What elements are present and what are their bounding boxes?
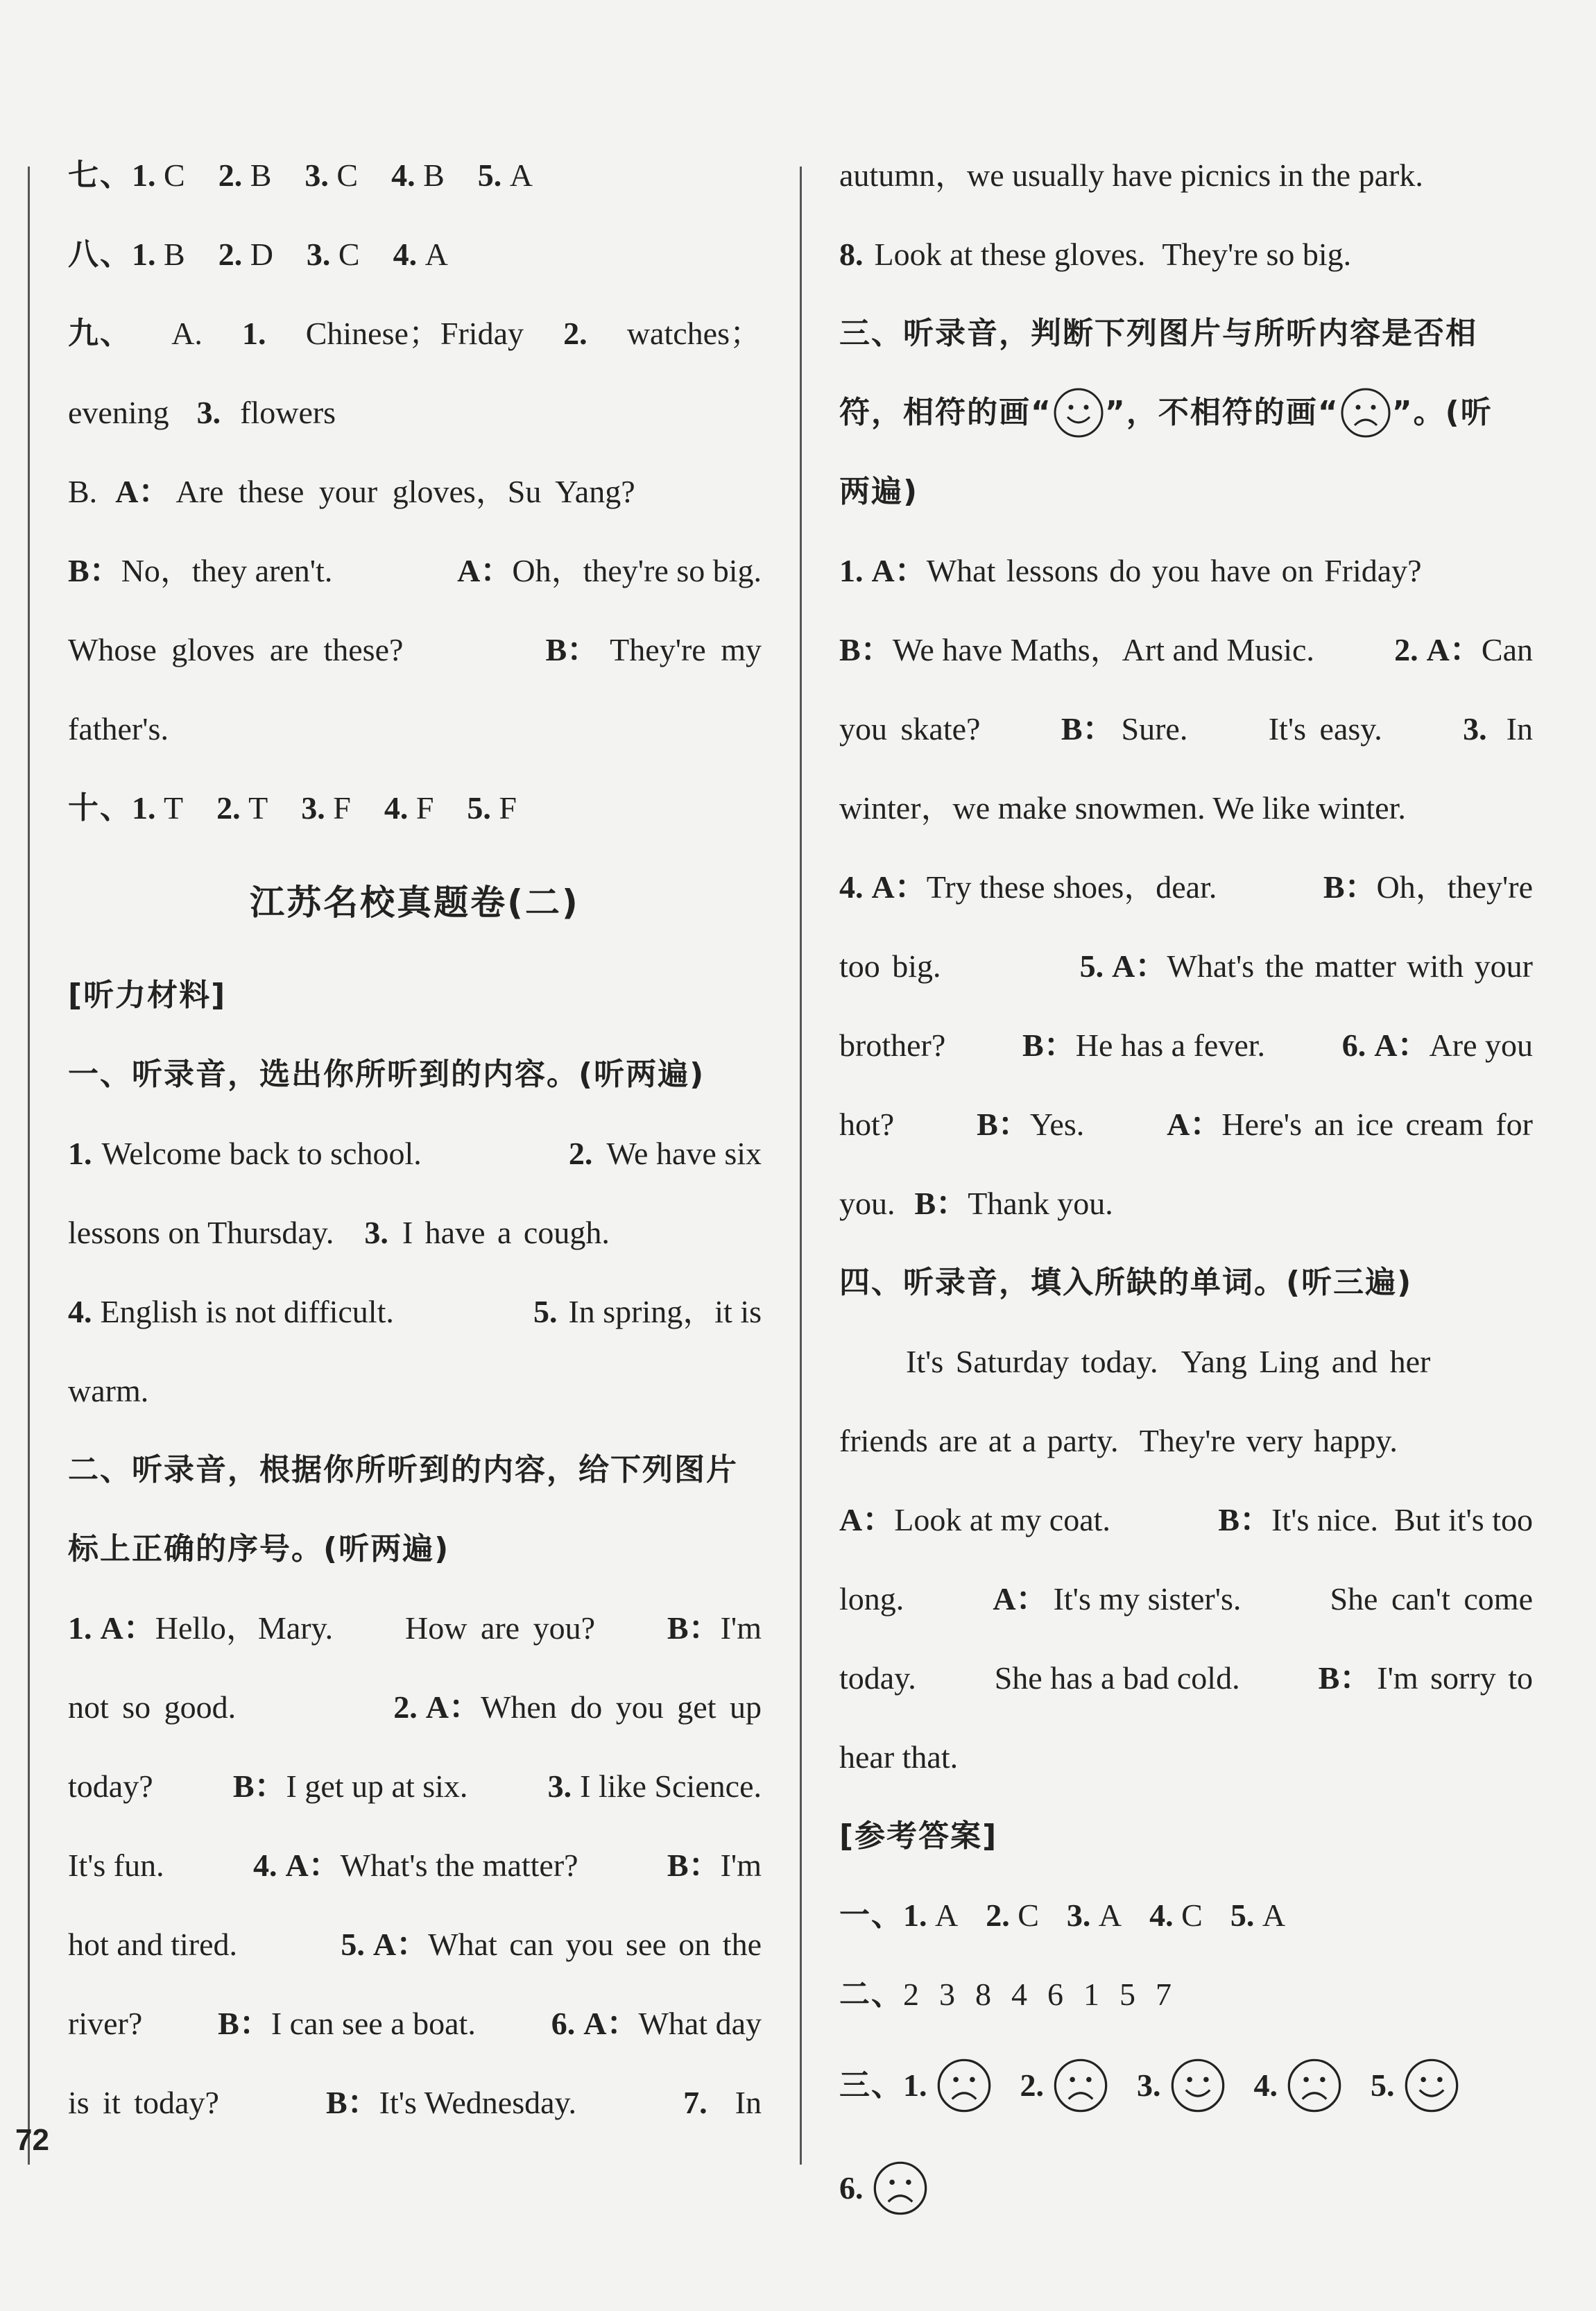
section-2-title-1: 二、听录音，根据你所听到的内容，给下列图片	[68, 1452, 738, 1487]
s4-line-4: long. A： It's my sister's. She can't come	[839, 1581, 1533, 1617]
section-4-title: 四、听录音，填入所缺的单词。(听三遍)	[839, 1265, 1413, 1300]
s3-line-7: brother? B：He has a fever. 6. A：Are you	[839, 1027, 1533, 1063]
happy-face-icon	[1052, 386, 1105, 439]
happy-face-icon	[1169, 2057, 1226, 2114]
s4-line-6: hear that.	[839, 1739, 959, 1775]
dialogue-9b-1: B. A： Are these your gloves，Su Yang?	[68, 474, 635, 509]
right-column	[839, 157, 1533, 2263]
listening-header: [听力材料]	[68, 978, 227, 1013]
section-3-title-2: 符，相符的画“ ”，不相符的画“ ”。(听	[839, 397, 1533, 429]
s3-line-1: 1. A： What lessons do you have on Friday?	[839, 553, 1422, 588]
s2-line-6: river? B：I can see a boat. 6. A：What day	[68, 2006, 762, 2041]
s2-line-5: hot and tired. 5. A：What can you see on the	[68, 1927, 762, 1962]
s1-line-2: lessons on Thursday. 3. I have a cough.	[68, 1215, 610, 1250]
section-2-title-2: 标上正确的序号。(听两遍)	[68, 1531, 450, 1567]
answer-row-10: 十、 1. T 2. T 3. F 4. F 5. F	[68, 790, 517, 826]
answer-2: 二、 2 3 8 4 6 1 5 7	[839, 1977, 1173, 2012]
sad-face-icon	[1286, 2057, 1343, 2114]
sad-face-icon	[1339, 386, 1392, 439]
sad-face-icon	[1052, 2057, 1109, 2114]
answer-1: 一、 1. A 2. C 3. A 4. C 5. A	[839, 1898, 1286, 1933]
answer-3-cont: 6.	[839, 2160, 1533, 2216]
section-1-title: 一、听录音，选出你所听到的内容。(听两遍)	[68, 1057, 705, 1092]
s4-line-2: friends are at a party. They're very happy.	[839, 1423, 1398, 1458]
sad-face-icon	[936, 2057, 993, 2114]
s3-line-3: you skate? B： Sure. It's easy. 3. In	[839, 711, 1533, 747]
section-3-title-3: 两遍)	[839, 474, 919, 509]
r-line-1: autumn，we usually have picnics in the park.	[839, 157, 1423, 193]
sad-face-icon	[872, 2160, 929, 2217]
answer-row-9a: 九、 A. 1. Chinese；Friday 2. watches；	[68, 316, 762, 351]
s3-line-4: winter，we make snowmen. We like winter.	[839, 790, 1406, 826]
s2-line-2: not so good. 2. A：When do you get up	[68, 1689, 762, 1725]
s2-line-7: is it today? B：It's Wednesday. 7. In	[68, 2085, 762, 2120]
happy-face-icon	[1403, 2057, 1460, 2114]
s3-line-2: B：We have Maths，Art and Music. 2. A：Can	[839, 632, 1533, 667]
answer-row-8: 八、 1. B 2. D 3. C 4. A	[68, 237, 448, 272]
s2-line-3: today? B：I get up at six. 3. I like Science.	[68, 1768, 762, 1804]
s3-line-8: hot? B：Yes. A：Here's an ice cream for	[839, 1107, 1533, 1142]
answer-3: 三、 1. 2. 3. 4. 5.	[839, 2058, 1533, 2113]
answer-row-7: 七、 1. C 2. B 3. C 4. B 5. A	[68, 157, 533, 193]
left-column	[68, 157, 762, 2166]
s4-line-3: A：Look at my coat. B：It's nice. But it's too	[839, 1502, 1533, 1537]
s3-line-9: you. B： Thank you.	[839, 1186, 1113, 1221]
s3-line-5: 4. A：Try these shoes，dear. B：Oh，they're	[839, 869, 1533, 905]
r-line-2: 8. Look at these gloves. They're so big.	[839, 237, 1352, 272]
answer-row-9b: evening 3. flowers	[68, 395, 336, 430]
column-divider	[800, 167, 802, 2165]
dialogue-9b-2: B：No，they aren't. A：Oh，they're so big.	[68, 553, 762, 588]
s3-line-6: too big. 5. A：What's the matter with your	[839, 948, 1533, 984]
section-title: 江苏名校真题卷(二)	[250, 882, 580, 923]
dialogue-9b-3: Whose gloves are these? B： They're my	[68, 632, 762, 667]
s2-line-1: 1. A：Hello，Mary. How are you? B：I'm	[68, 1610, 762, 1646]
answers-header: [参考答案]	[839, 1818, 998, 1854]
s2-line-4: It's fun. 4. A：What's the matter? B：I'm	[68, 1848, 762, 1883]
section-3-title-1: 三、听录音，判断下列图片与所听内容是否相	[839, 316, 1477, 351]
s4-line-5: today. She has a bad cold. B： I'm sorry to	[839, 1660, 1533, 1696]
page-number: 72	[15, 2123, 49, 2157]
s1-line-3: 4. English is not difficult. 5. In spring，it is	[68, 1294, 762, 1329]
left-margin-rule	[28, 167, 30, 2165]
dialogue-9b-4: father's.	[68, 711, 169, 747]
s4-line-1: It's Saturday today. Yang Ling and her	[906, 1344, 1431, 1379]
s1-line-1: 1. Welcome back to school. 2. We have six	[68, 1136, 762, 1171]
s1-line-4: warm.	[68, 1373, 149, 1408]
